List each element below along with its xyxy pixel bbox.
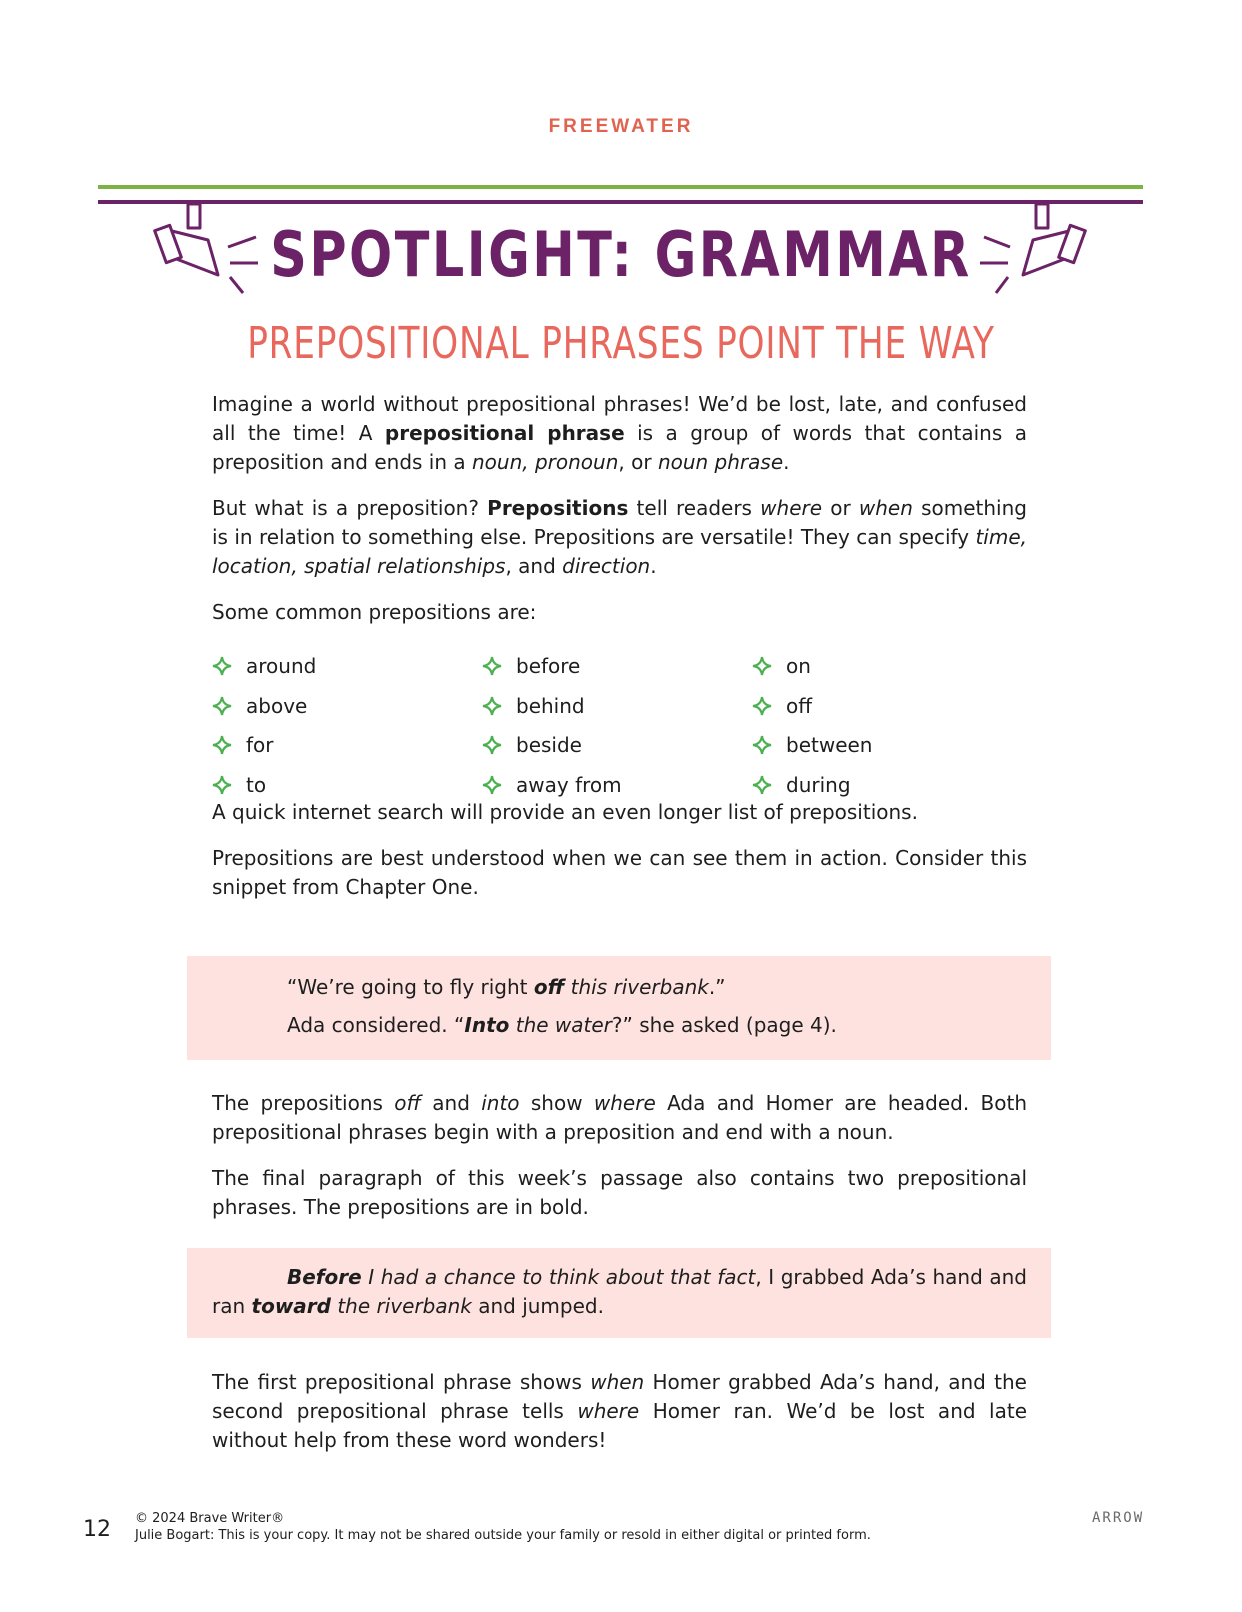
middle-paragraph-2: The final paragraph of this week’s passage also contains two prepositional phrases. The prepositions are in bold. — [212, 1166, 1027, 1219]
list-item: for — [212, 733, 274, 757]
footer-copyright — [135, 1510, 871, 1544]
page-number: 12 — [83, 1517, 111, 1542]
list-item: off — [752, 694, 812, 718]
diamond-bullet-icon — [482, 775, 502, 795]
intro-paragraph-3: Some common prepositions are: — [212, 600, 537, 624]
diamond-bullet-icon — [482, 735, 502, 755]
intro-section — [212, 390, 1027, 627]
after-list-section — [212, 798, 1027, 902]
list-item: during — [752, 773, 851, 797]
page-subtitle: PREPOSITIONAL PHRASES POINT THE WAY — [247, 318, 995, 369]
list-item: before — [482, 654, 580, 678]
intro-paragraph-1: Imagine a world without prepositional phrases! We’d be lost, late, and confused all the time! A prepositional phrase is a group of words that contains a preposition and ends in a noun, pronoun, or noun phrase. — [212, 392, 1027, 474]
list-item: behind — [482, 694, 585, 718]
list-item: between — [752, 733, 872, 757]
brand-logo: ARROW — [1092, 1510, 1145, 1526]
closing-section — [212, 1368, 1027, 1455]
copyright-line: © 2024 Brave Writer® — [135, 1511, 285, 1526]
list-item: away from — [482, 773, 622, 797]
list-item: on — [752, 654, 811, 678]
list-item: around — [212, 654, 316, 678]
middle-paragraph-1: The prepositions off and into show where Ada and Homer are headed. Both prepositional phrases begin with a preposition and end with a noun. — [212, 1091, 1028, 1144]
section-label: FREEWATER — [548, 116, 694, 137]
diamond-bullet-icon — [482, 656, 502, 676]
quote-paragraph: Before I had a chance to think about that fact, I grabbed Ada’s hand and ran toward the riverbank and jumped. — [212, 1265, 1027, 1318]
middle-section — [212, 1089, 1027, 1222]
quote-line-2: Ada considered. “Into the water?” she asked (page 4). — [287, 1013, 837, 1037]
closing-paragraph: The first prepositional phrase shows when Homer grabbed Ada’s hand, and the second prepositional phrase tells where Homer ran. We’d be lost and late without help from these word wonders! — [212, 1370, 1028, 1452]
after-list-paragraph-1: A quick internet search will provide an even longer list of prepositions. — [212, 800, 918, 824]
list-item: above — [212, 694, 307, 718]
diamond-bullet-icon — [212, 656, 232, 676]
after-list-paragraph-2: Prepositions are best understood when we can see them in action. Consider this snippet from Chapter One. — [212, 846, 1027, 899]
diamond-bullet-icon — [752, 696, 772, 716]
diamond-bullet-icon — [212, 696, 232, 716]
quote-box-1 — [187, 956, 1051, 1060]
diamond-bullet-icon — [752, 656, 772, 676]
diamond-bullet-icon — [212, 735, 232, 755]
list-item: beside — [482, 733, 582, 757]
diamond-bullet-icon — [482, 696, 502, 716]
license-notice: Julie Bogart: This is your copy. It may not be shared outside your family or resold in either digital or printed form. — [135, 1528, 871, 1543]
page-title: SPOTLIGHT: GRAMMAR — [270, 218, 972, 291]
diamond-bullet-icon — [752, 735, 772, 755]
diamond-bullet-icon — [212, 775, 232, 795]
intro-paragraph-2: But what is a preposition? Prepositions tell readers where or when something is in relation to something else. Prepositions are versatile! They can specify time, location, spatial relationships, and direction. — [212, 496, 1027, 578]
diamond-bullet-icon — [752, 775, 772, 795]
quote-line-1: “We’re going to fly right off this riverbank.” — [287, 975, 726, 999]
list-item: to — [212, 773, 266, 797]
quote-box-2 — [187, 1248, 1051, 1338]
